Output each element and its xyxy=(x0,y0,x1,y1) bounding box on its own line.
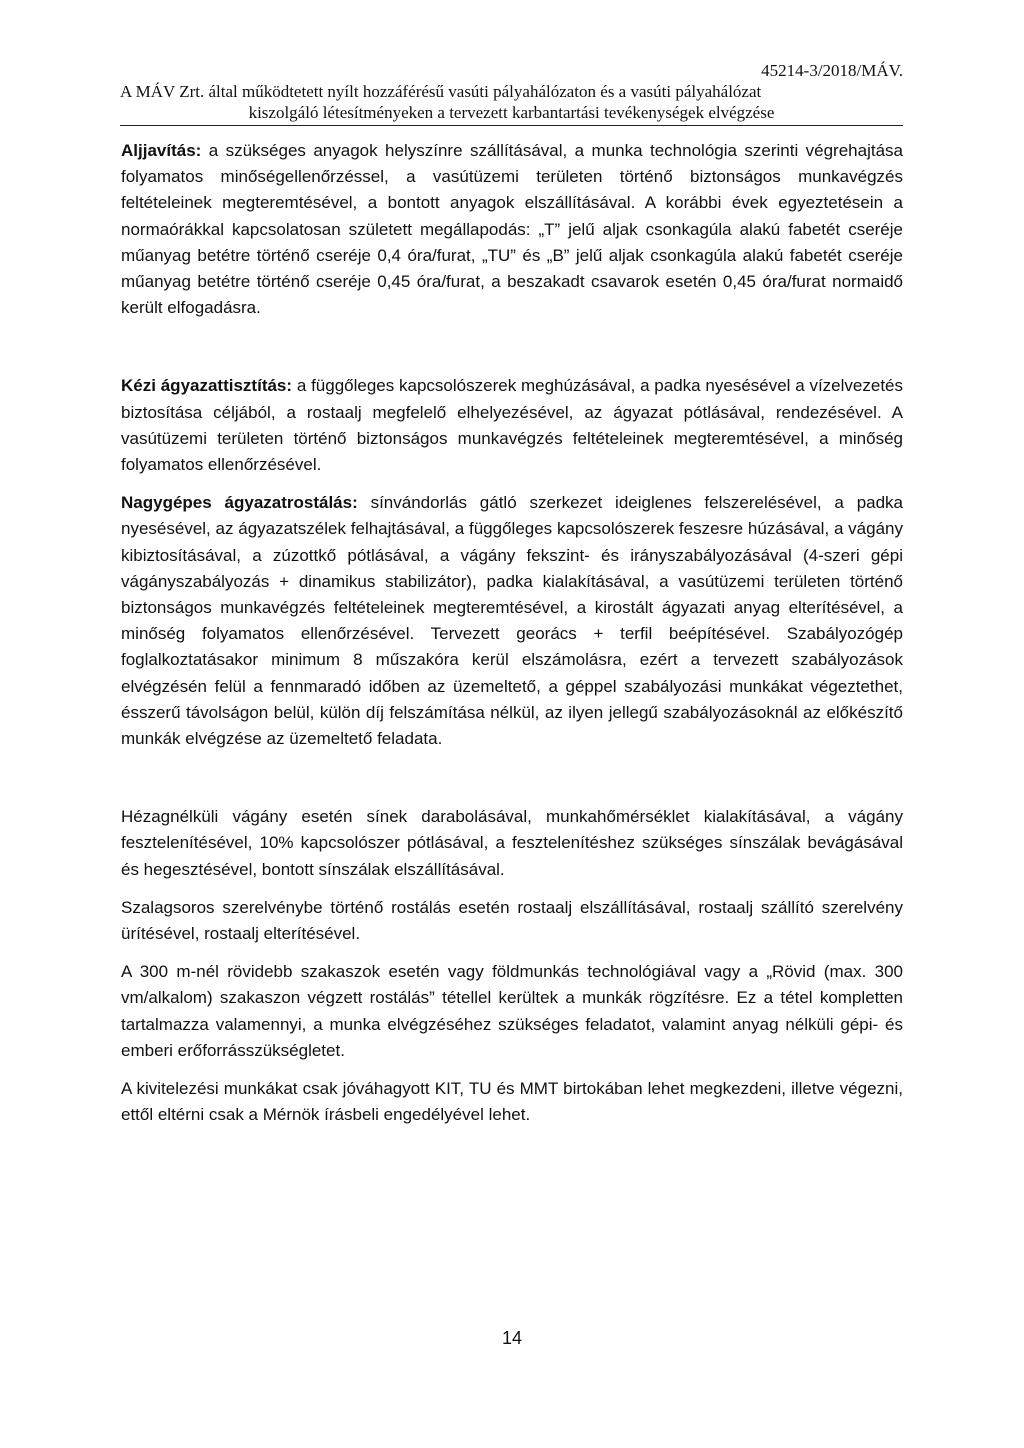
paragraph-kivitelezesi-munkak: A kivitelezési munkákat csak jóváhagyott KIT, TU és MMT birtokában lehet megkezdeni, illetve végezni, ettől eltérni csak a Mérnök írásbeli engedélyével lehet. xyxy=(121,1079,903,1125)
paragraph-text: sínvándorlás gátló szerkezet ideiglenes felszerelésével, a padka nyesésével, az ágyazatszélek felhajtásával, a függőleges kapcsolószerek feszesre húzásával, a vágány kibiztosításával, a zúzottkő pótlásával, a vágány fekszint- és irányszabályozásával (4-szeri gépi vágányszabályozás + dinamikus stabilizátor), padka kialakításával, a vasútüzemi területen történő biztonságos munkavégzés feltételeinek megteremtésével, a kirostált ágyazati anyag elterítésével, a minőség folyamatos ellenőrzésével. Tervezett georács + terfil beépítésével. Szabályozógép foglalkoztatásakor minimum 8 műszakóra kerül elszámolásra, ezért a tervezett szabályozások elvégzésén felül a fennmaradó időben az üzemeltető, a géppel szabályozási munkákat végeztethet, ésszerű távolságon belül, külön díj felszámítása nélkül, az ilyen jellegű szabályozásoknál az előkészítő munkák elvégzése az üzemeltető feladata. xyxy=(121,493,904,749)
term-kezi-agyazattisztitas: Kézi ágyazattisztítás: xyxy=(121,376,293,396)
paragraph-nagygepes-agyazatrostalas xyxy=(121,490,903,752)
paragraph-text: a függőleges kapcsolószerek meghúzásával, a padka nyesésével a vízelvezetés biztosítása céljából, a rostaalj megfelelő elhelyezésével, az ágyazat pótlásával, rendezésével. A vasútüzemi területen történő biztonságos munkavégzés feltételeinek megteremtésével, a minőség folyamatos ellenőrzésével. xyxy=(121,376,903,475)
term-nagygepes-agyazatrostalas: Nagygépes ágyazatrostálás: xyxy=(121,493,358,513)
paragraph-szalagsoros-szerelveny: Szalagsoros szerelvénybe történő rostálás esetén rostaalj elszállításával, rostaalj szállító szerelvény ürítésével, rostaalj elterítésével. xyxy=(121,897,903,944)
page-header xyxy=(120,60,903,126)
page-number: 14 xyxy=(501,1328,523,1348)
paragraph-aljjavitas xyxy=(121,138,903,321)
paragraph-kezi-agyazattisztitas xyxy=(121,373,903,478)
document-number: 45214-3/2018/MÁV. xyxy=(761,61,903,80)
paragraph-hezagnelkuli-vagany: Hézagnélküli vágány esetén sínek darabolásával, munkahőmérséklet kialakításával, a vágány fesztelenítésével, 10% kapcsolószer pótlásával, a fesztelenítéshez szükséges sínszálak bevágásával és hegesztésével, bontott sínszálak elszállításával. xyxy=(121,807,903,879)
term-aljjavitas: Aljjavítás: xyxy=(121,141,202,160)
paragraph-rovid-szakasz: A 300 m-nél rövidebb szakaszok esetén vagy földmunkás technológiával vagy a „Rövid (max. 300 vm/alkalom) szakaszon végzett rostálás” tétellel kerültek a munkák rögzítésre. Ez a tétel kompletten tartalmazza valamennyi, a munka elvégzéséhez szükséges feladatot, valamint anyag nélküli gépi- és emberi erőforrásszükségletet. xyxy=(121,962,903,1060)
paragraph-text: a szükséges anyagok helyszínre szállításával, a munka technológia szerinti végrehajtása folyamatos minőségellenőrzéssel, a vasútüzemi területen történő biztonságos munkavégzés feltételeinek megteremtésével, a bontott anyagok elszállításával. A korábbi évek egyeztetésein a normaórákkal kapcsolatosan született megállapodás: „T” jelű aljak csonkagúla alakú fabetét cseréje műanyag betétre történő cseréje 0,4 óra/furat, „TU” és „B” jelű aljak csonkagúla alakú fabetét cseréje műanyag betétre történő cseréje 0,45 óra/furat, a beszakadt csavarok esetén 0,45 óra/furat normaidő került elfogadásra. xyxy=(121,141,903,318)
header-title-line-1: A MÁV Zrt. által működtetett nyílt hozzáférésű vasúti pályahálózaton és a vasúti pályahálózat xyxy=(120,82,762,101)
header-title-line-2: kiszolgáló létesítményeken a tervezett karbantartási tevékenységek elvégzése xyxy=(248,103,775,122)
document-body xyxy=(121,138,903,1129)
